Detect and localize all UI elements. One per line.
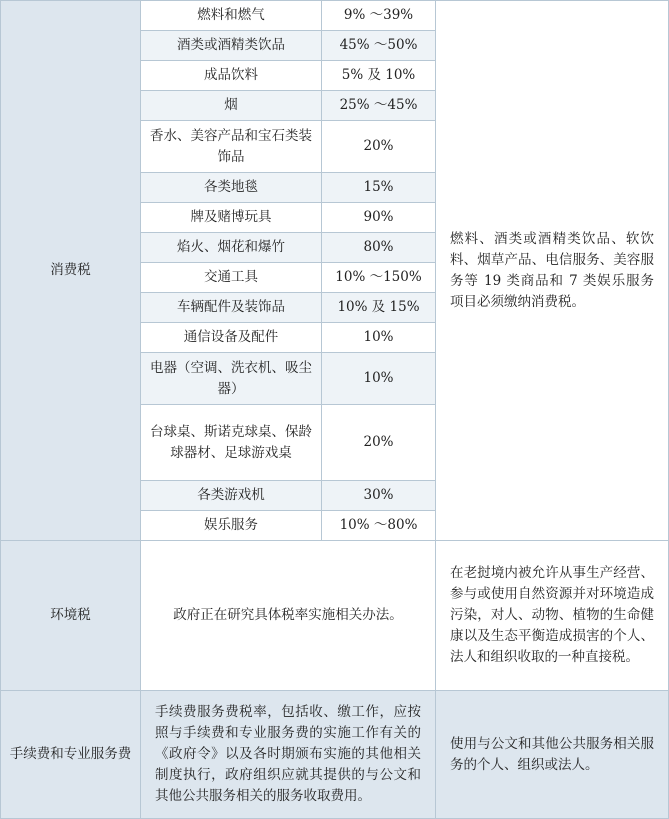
item-cell: 娱乐服务 <box>141 511 322 541</box>
consumption-tax-description: 燃料、酒类或酒精类饮品、软饮料、烟草产品、电信服务、美容服务等 19 类商品和 7 类娱乐服务项目必须缴纳消费税。 <box>436 1 669 541</box>
item-cell: 焰火、烟花和爆竹 <box>141 233 322 263</box>
item-cell: 酒类或酒精类饮品 <box>141 31 322 61</box>
rate-cell: 90% <box>322 203 436 233</box>
category-environment-tax: 环境税 <box>1 541 141 691</box>
item-cell: 电器（空调、洗衣机、吸尘器） <box>141 353 322 405</box>
category-consumption-tax: 消费税 <box>1 1 141 541</box>
rate-cell: 10% <box>322 353 436 405</box>
item-cell: 车辆配件及装饰品 <box>141 293 322 323</box>
rate-cell: 20% <box>322 405 436 481</box>
rate-cell: 10% ～80% <box>322 511 436 541</box>
rate-cell: 20% <box>322 121 436 173</box>
item-cell: 台球桌、斯诺克球桌、保龄球器材、足球游戏桌 <box>141 405 322 481</box>
item-cell: 各类地毯 <box>141 173 322 203</box>
rate-cell: 15% <box>322 173 436 203</box>
environment-tax-description: 在老挝境内被允许从事生产经营、参与或使用自然资源并对环境造成污染，对人、动物、植物的生命健康以及生态平衡造成损害的个人、法人和组织收取的一种直接税。 <box>436 541 669 691</box>
rate-cell: 5% 及 10% <box>322 61 436 91</box>
rate-cell: 10% ～150% <box>322 263 436 293</box>
environment-tax-rate: 政府正在研究具体税率实施相关办法。 <box>141 541 436 691</box>
item-cell: 成品饮料 <box>141 61 322 91</box>
item-cell: 牌及赌博玩具 <box>141 203 322 233</box>
rate-cell: 30% <box>322 481 436 511</box>
fee-tax-rate: 手续费服务费税率，包括收、缴工作，应按照与手续费和专业服务费的实施工作有关的《政府令》以及各时期颁布实施的其他相关制度执行，政府组织应就其提供的与公文和其他公共服务相关的服务收取费用。 <box>141 691 436 819</box>
item-cell: 香水、美容产品和宝石类装饰品 <box>141 121 322 173</box>
category-fee-tax: 手续费和专业服务费 <box>1 691 141 819</box>
rate-cell: 80% <box>322 233 436 263</box>
fee-tax-description: 使用与公文和其他公共服务相关服务的个人、组织或法人。 <box>436 691 669 819</box>
item-cell: 通信设备及配件 <box>141 323 322 353</box>
rate-cell: 25% ～45% <box>322 91 436 121</box>
rate-cell: 10% <box>322 323 436 353</box>
rate-cell: 45% ～50% <box>322 31 436 61</box>
item-cell: 烟 <box>141 91 322 121</box>
rate-cell: 10% 及 15% <box>322 293 436 323</box>
item-cell: 交通工具 <box>141 263 322 293</box>
item-cell: 燃料和燃气 <box>141 1 322 31</box>
rate-cell: 9% ～39% <box>322 1 436 31</box>
item-cell: 各类游戏机 <box>141 481 322 511</box>
